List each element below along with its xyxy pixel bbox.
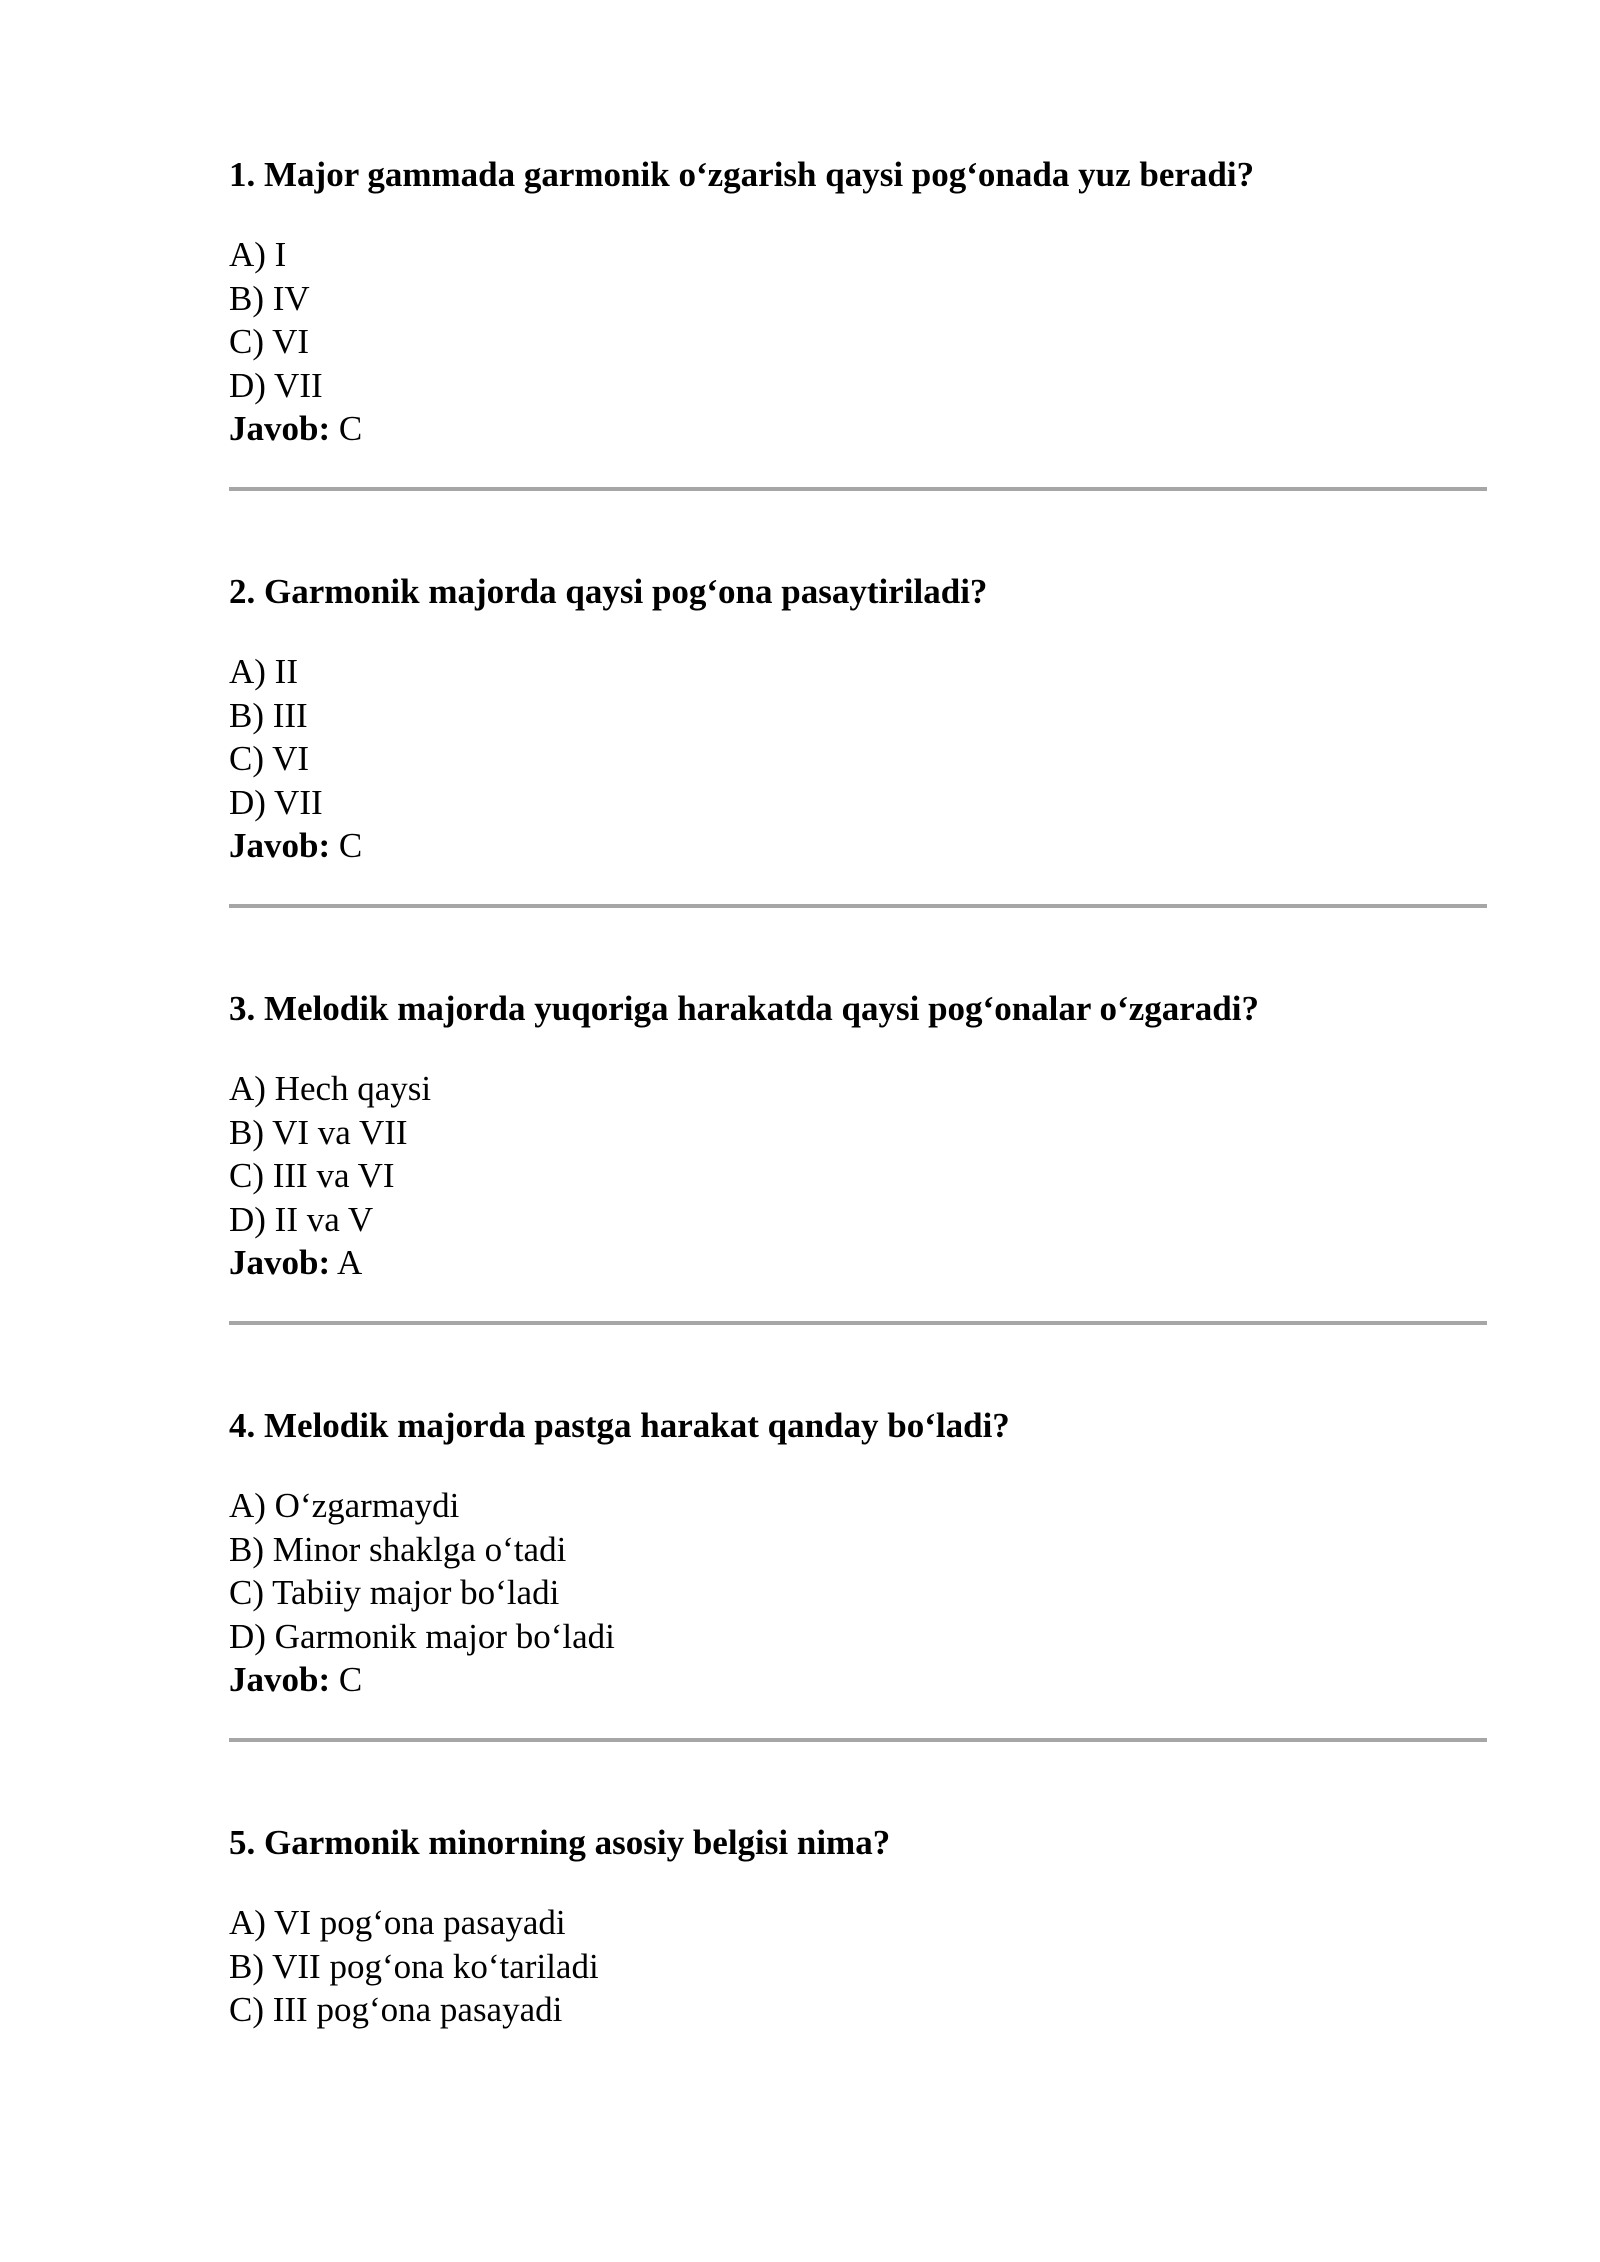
divider — [229, 1738, 1487, 1742]
options-list — [229, 1067, 1487, 1241]
answer-line — [229, 407, 1487, 451]
option-d: D) Garmonik major bo‘ladi — [229, 1616, 615, 1656]
option-b: B) III — [229, 695, 308, 735]
question-title: 4. Melodik majorda pastga harakat qanday bo‘ladi? — [229, 1406, 1010, 1445]
option-c: C) VI — [229, 322, 310, 361]
option-a: A) VI pog‘ona pasayadi — [229, 1903, 566, 1942]
question-title: 1. Major gammada garmonik o‘zgarish qaysi pog‘onada yuz beradi? — [229, 155, 1255, 194]
question-2 — [229, 570, 1487, 868]
answer-value: A — [330, 1243, 363, 1282]
options-list — [229, 233, 1487, 407]
answer-line — [229, 1241, 1487, 1285]
answer-value: C — [330, 1660, 363, 1699]
question-4 — [229, 1404, 1487, 1702]
option-b: B) Minor shaklga o‘tadi — [229, 1529, 567, 1569]
answer-label: Javob: — [229, 409, 331, 448]
option-a: A) O‘zgarmaydi — [229, 1486, 460, 1525]
divider — [229, 904, 1487, 908]
option-c: C) III pog‘ona pasayadi — [229, 1990, 563, 2029]
answer-value: C — [330, 826, 363, 865]
divider — [229, 1321, 1487, 1325]
answer-line — [229, 1658, 1487, 1702]
option-c: C) Tabiiy major bo‘ladi — [229, 1573, 560, 1612]
question-title: 3. Melodik majorda yuqoriga harakatda qaysi pog‘onalar o‘zgaradi? — [229, 989, 1259, 1028]
options-list — [229, 1484, 1487, 1658]
answer-label: Javob: — [229, 1660, 331, 1699]
option-b: B) IV — [229, 278, 310, 318]
question-title: 2. Garmonik majorda qaysi pog‘ona pasaytiriladi? — [229, 572, 988, 611]
divider — [229, 487, 1487, 491]
question-5 — [229, 1821, 1487, 2032]
option-d: D) VII — [229, 365, 323, 405]
answer-label: Javob: — [229, 826, 331, 865]
answer-line — [229, 824, 1487, 868]
option-a: A) Hech qaysi — [229, 1069, 432, 1108]
option-a: A) I — [229, 235, 287, 274]
question-3 — [229, 987, 1487, 1285]
option-d: D) VII — [229, 782, 323, 822]
answer-value: C — [330, 409, 363, 448]
options-list — [229, 1901, 1487, 2032]
option-b: B) VII pog‘ona ko‘tariladi — [229, 1946, 599, 1986]
options-list — [229, 650, 1487, 824]
option-b: B) VI va VII — [229, 1112, 408, 1152]
option-a: A) II — [229, 652, 298, 691]
option-c: C) VI — [229, 739, 310, 778]
question-title: 5. Garmonik minorning asosiy belgisi nima? — [229, 1823, 891, 1862]
option-c: C) III va VI — [229, 1156, 395, 1195]
question-1 — [229, 153, 1487, 451]
option-d: D) II va V — [229, 1199, 374, 1239]
answer-label: Javob: — [229, 1243, 331, 1282]
